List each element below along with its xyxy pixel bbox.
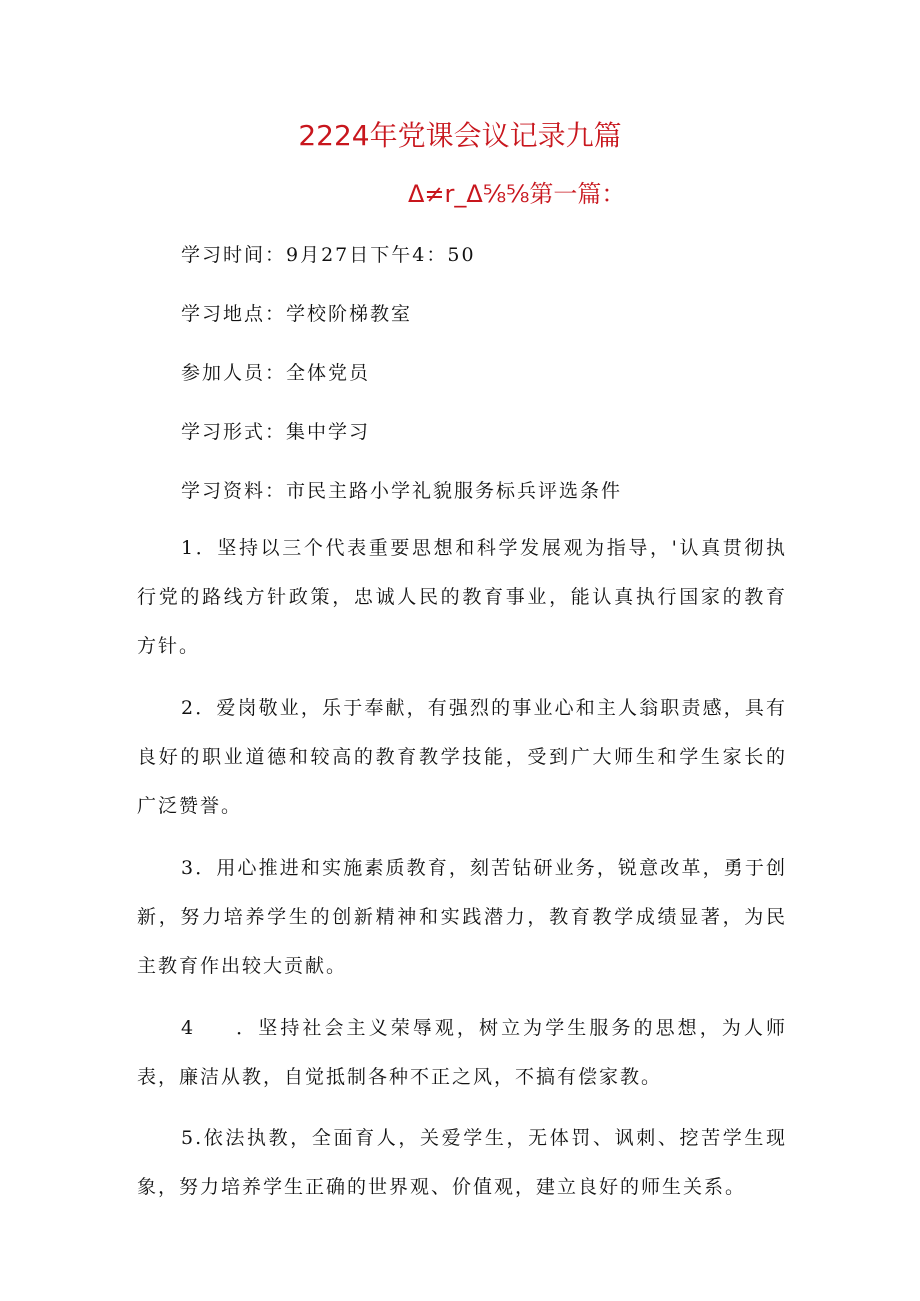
list-item-3: 3．用心推进和实施素质教育，刻苦钻研业务，锐意改革，勇于创新，努力培养学生的创新精神和实践潜力，教育教学成绩显著，为民主教育作出较大贡献。 xyxy=(137,857,787,977)
list-item-4 xyxy=(137,1004,787,1102)
meta-study-format: 学习形式：集中学习 xyxy=(181,421,371,443)
list-item-1: 1．坚持以三个代表重要思想和科学发展观为指导，'认真贯彻执行党的路线方针政策，忠诚人民的教育事业，能认真执行国家的教育方针。 xyxy=(137,537,787,657)
meta-study-time: 学习时间：9月27日下午4：50 xyxy=(181,244,476,266)
meta-study-location: 学习地点：学校阶梯教室 xyxy=(181,303,413,325)
list-item-5: 5.依法执教，全面育人，关爱学生，无体罚、讽刺、挖苦学生现象，努力培养学生正确的世界观、价值观，建立良好的师生关系。 xyxy=(137,1127,787,1198)
list-item-4-number: 4 xyxy=(181,1017,196,1039)
meta-participants: 参加人员：全体党员 xyxy=(181,362,371,384)
document-subtitle: Δ≠r_Δ⅝⅝第一篇： xyxy=(408,180,626,208)
list-item-4-text: ．坚持社会主义荣辱观，树立为学生服务的思想，为人师表，廉洁从教，自觉抵制各种不正之风，不搞有偿家教。 xyxy=(137,1017,787,1088)
document-title: 2224年党课会议记录九篇 xyxy=(298,119,622,152)
list-item-2: 2．爱岗敬业，乐于奉献，有强烈的事业心和主人翁职责感，具有良好的职业道德和较高的教育教学技能，受到广大师生和学生家长的广泛赞誉。 xyxy=(137,697,787,817)
meta-study-materials: 学习资料：市民主路小学礼貌服务标兵评选条件 xyxy=(181,480,623,502)
